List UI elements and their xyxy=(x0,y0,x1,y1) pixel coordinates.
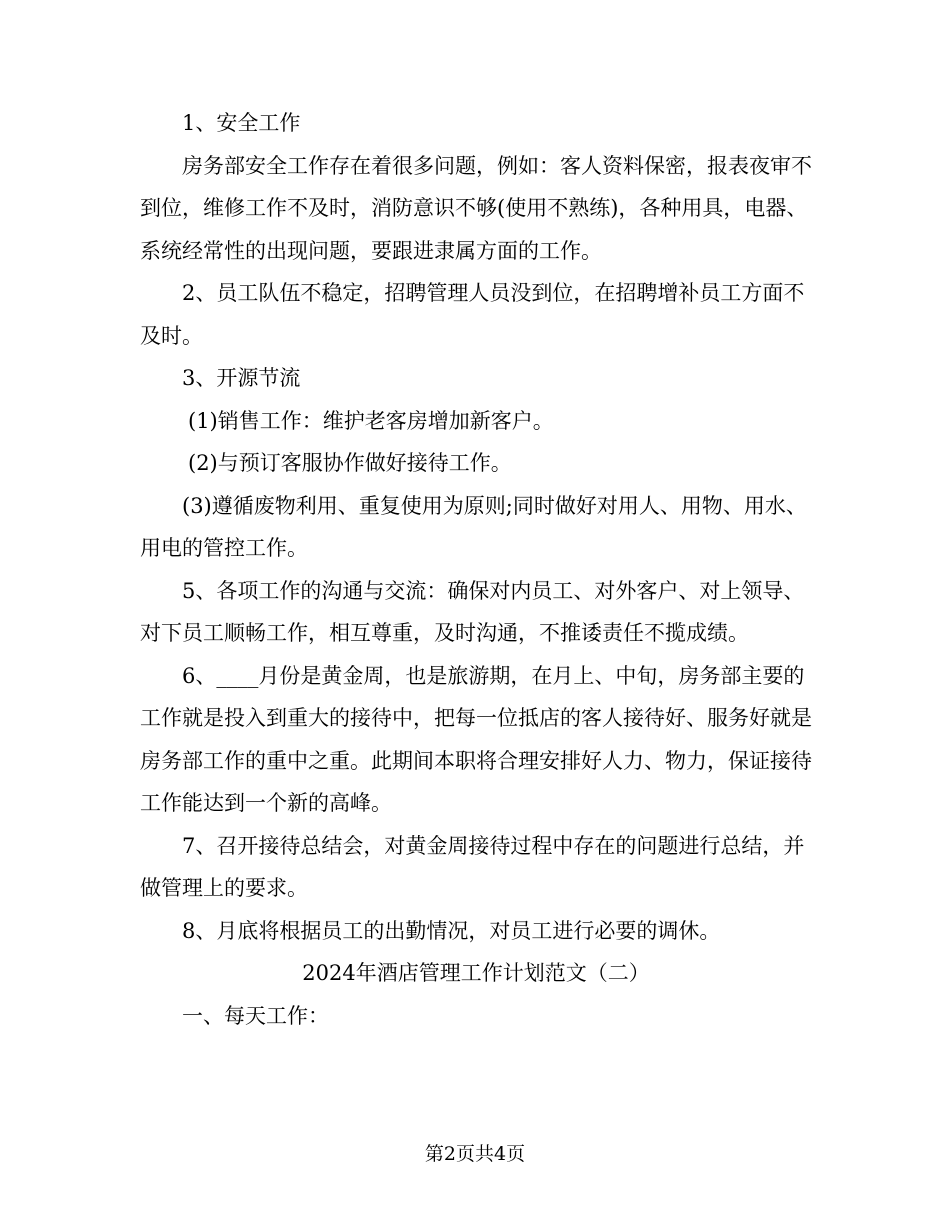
paragraph-sales-work: (1)销售工作：维护老客房增加新客户。 xyxy=(188,408,554,433)
paragraph-safety-issues: 房务部安全工作存在着很多问题，例如：客人资料保密，报表夜审不到位，维修工作不及时，消防意识不够(使用不熟练)，各种用具，电器、系统经常性的出现问题，要跟进隶属方面的工作。 xyxy=(140,153,812,263)
paragraph-staff-stability: 2、员工队伍不稳定，招聘管理人员没到位，在招聘增补员工方面不及时。 xyxy=(140,281,805,348)
paragraph-reservation-cooperation: (2)与预订客服协作做好接待工作。 xyxy=(188,451,512,475)
section-title: 2024年酒店管理工作计划范文（二） xyxy=(302,961,650,985)
paragraph-summary-meeting: 7、召开接待总结会，对黄金周接待过程中存在的问题进行总结，并做管理上的要求。 xyxy=(140,833,805,900)
paragraph-communication: 5、各项工作的沟通与交流：确保对内员工、对外客户、对上领导、对下员工顺畅工作，相互尊重，及时沟通，不推诿责任不揽成绩。 xyxy=(140,578,805,645)
page-number-footer: 第2页共4页 xyxy=(424,1143,526,1165)
paragraph-safety-heading: 1、安全工作 xyxy=(182,111,301,135)
paragraph-month-end-rest: 8、月底将根据员工的出勤情况，对员工进行必要的调休。 xyxy=(182,918,721,943)
paragraph-cost-saving-heading: 3、开源节流 xyxy=(182,366,301,390)
paragraph-resource-control: (3)遵循废物利用、重复使用为原则;同时做好对用人、用物、用水、用电的管控工作。 xyxy=(140,493,807,560)
paragraph-golden-week: 6、____月份是黄金周，也是旅游期，在月上、中旬，房务部主要的工作就是投入到重大的接待中，把每一位抵店的客人接待好、服务好就是房务部工作的重中之重。此期间本职将合理安排好人力、物力，保证接待工作能达到一个新的高峰。 xyxy=(140,663,812,815)
document-body xyxy=(140,102,812,1037)
section-intro: 一、每天工作： xyxy=(182,1003,329,1028)
